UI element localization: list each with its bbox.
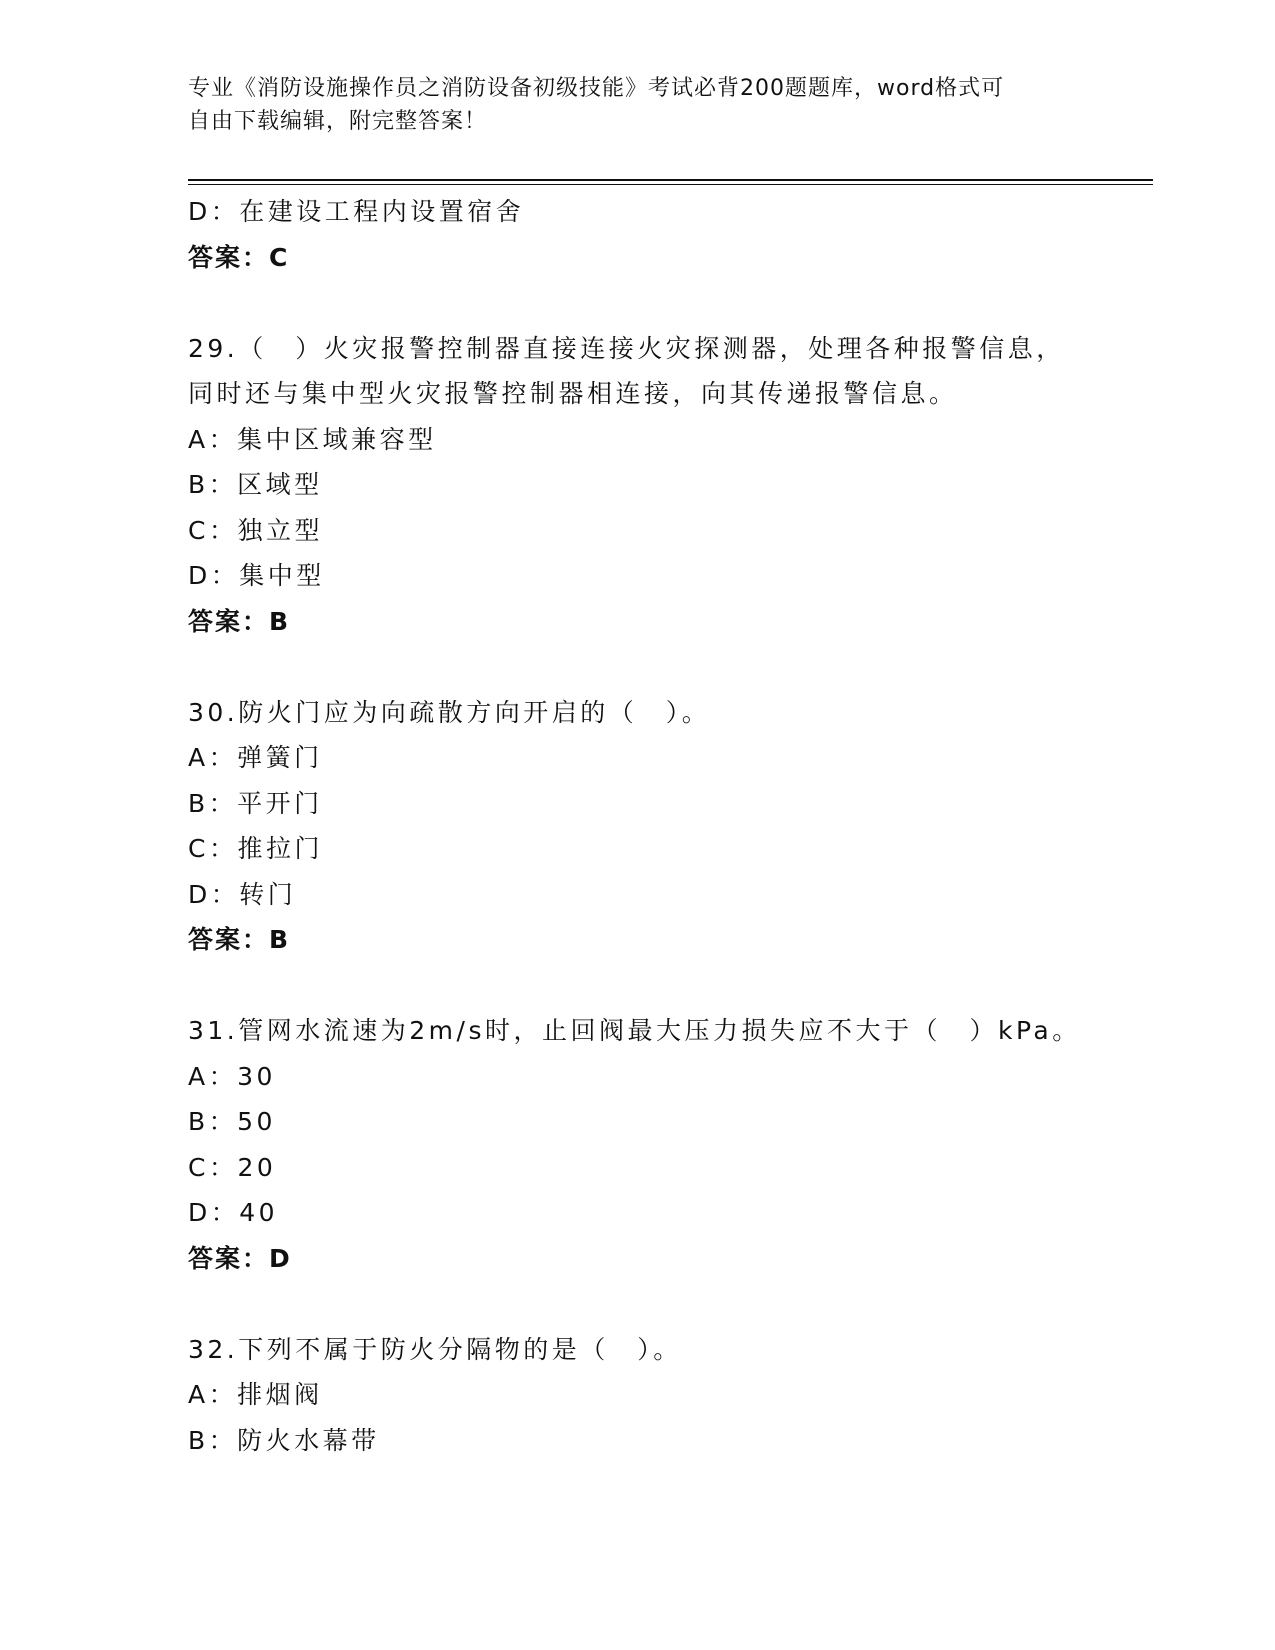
spacer <box>188 1281 1088 1327</box>
option-c: C：推拉门 <box>188 834 323 863</box>
option-d: D：在建设工程内设置宿舍 <box>188 197 525 226</box>
question-29-line-2: 同时还与集中型火灾报警控制器相连接，向其传递报警信息。 <box>188 379 958 408</box>
header-divider-thick <box>188 179 1153 181</box>
question-list <box>188 189 1088 1463</box>
option-a: A：30 <box>188 1061 276 1091</box>
question-30: 30.防火门应为向疏散方向开启的（ ）。 <box>188 697 711 727</box>
answer-line: 答案：B <box>188 925 291 954</box>
question-31: 31.管网水流速为2m/s时，止回阀最大压力损失应不大于（ ）kPa。 <box>188 1016 1081 1045</box>
option-d: D：集中型 <box>188 561 325 590</box>
option-c: C：独立型 <box>188 515 323 545</box>
option-b: B：平开门 <box>188 788 323 818</box>
option-a: A：排烟阀 <box>188 1380 323 1409</box>
option-d: D：转门 <box>188 879 297 909</box>
option-b: B：50 <box>188 1107 276 1136</box>
answer-line: 答案：B <box>188 606 291 636</box>
header-line-1: 专业《消防设施操作员之消防设备初级技能》考试必背200题题库，word格式可 <box>188 76 1005 101</box>
header-line-2: 自由下载编辑，附完整答案！ <box>188 109 488 134</box>
spacer <box>188 280 1088 326</box>
spacer <box>188 963 1088 1009</box>
answer-line: 答案：D <box>188 1243 292 1273</box>
option-a: A：集中区域兼容型 <box>188 424 437 454</box>
answer-line: 答案：C <box>188 242 290 272</box>
option-a: A：弹簧门 <box>188 743 323 772</box>
page-header <box>188 72 1068 138</box>
header-divider-thin <box>188 184 1153 185</box>
question-29-line-1: 29.（ ）火灾报警控制器直接连接火灾探测器，处理各种报警信息， <box>188 333 1065 363</box>
option-d: D：40 <box>188 1198 279 1227</box>
question-32: 32.下列不属于防火分隔物的是（ ）。 <box>188 1334 682 1364</box>
spacer <box>188 644 1088 690</box>
option-b: B：防火水幕带 <box>188 1425 380 1455</box>
option-c: C：20 <box>188 1152 277 1182</box>
option-b: B：区域型 <box>188 470 323 499</box>
